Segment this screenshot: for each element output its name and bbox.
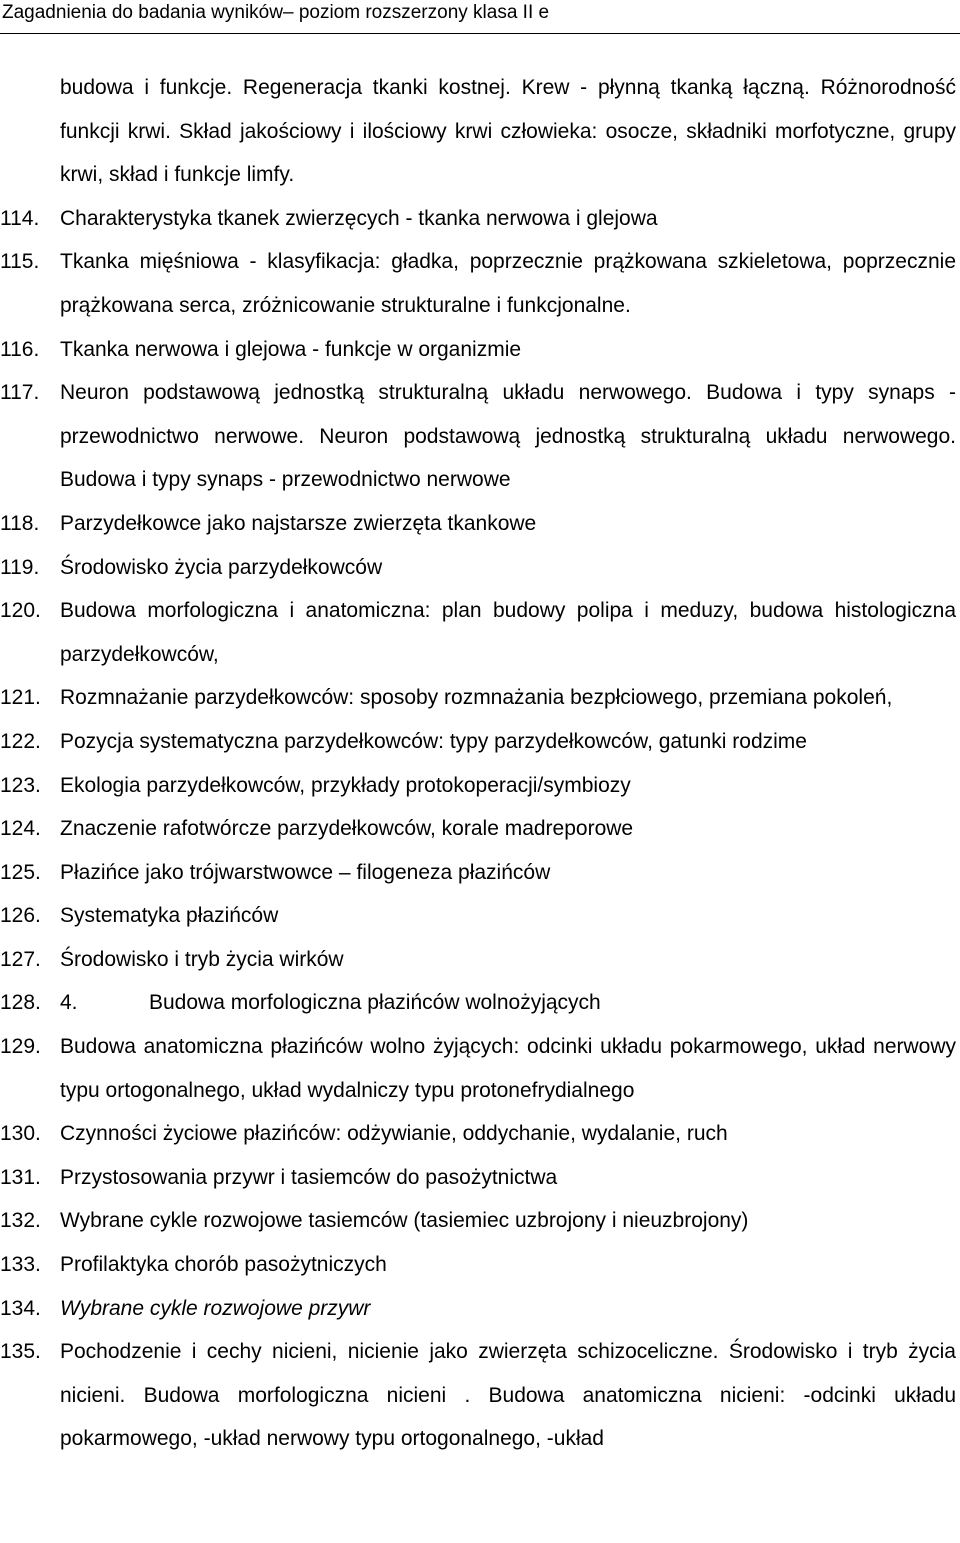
item-number: 121. [0, 686, 41, 710]
item-text: Wybrane cykle rozwojowe tasiemców (tasiemiec uzbrojony i nieuzbrojony) [60, 1209, 749, 1233]
item-text: Budowa morfologiczna i anatomiczna: plan budowy polipa i meduzy, budowa histologiczna parzydełkowców, [60, 599, 956, 666]
item-number: 117. [0, 381, 40, 405]
continuation-paragraph [0, 66, 960, 197]
list-item [0, 589, 960, 676]
item-number: 134. [0, 1296, 41, 1320]
item-number: 129. [0, 1035, 41, 1059]
list-item [0, 1025, 960, 1112]
page-header [0, 0, 960, 34]
continuation-text: budowa i funkcje. Regeneracja tkanki kostnej. Krew - płynną tkanką łączną. Różnorodność funkcji krwi. Skład jakościowy i ilościowy krwi człowieka: osocze, składniki morfotyczne, grupy krwi, skład i funkcje limfy. [60, 76, 956, 187]
item-text: Pochodzenie i cechy nicieni, nicienie jako zwierzęta schizoceliczne. Środowisko i tryb życia nicieni. Budowa morfologiczna nicieni . Budowa anatomiczna nicieni: -odcinki układu pokarmowego, -układ nerwowy typu ortogonalnego, -układ [60, 1340, 956, 1451]
list-item [0, 676, 960, 720]
list-item [0, 1330, 960, 1461]
item-text: Środowisko życia parzydełkowców [60, 555, 383, 579]
list-item [0, 1199, 960, 1243]
item-text: Tkanka mięśniowa - klasyfikacja: gładka, poprzecznie prążkowana szkieletowa, poprzecznie prążkowana serca, zróżnicowanie strukturalne i funkcjonalne. [60, 250, 956, 317]
item-number: 124. [0, 817, 41, 841]
list-item [0, 546, 960, 590]
list-item [0, 240, 960, 327]
topic-list [0, 197, 960, 1461]
list-item [0, 894, 960, 938]
item-number: 120. [0, 599, 41, 623]
list-item [0, 807, 960, 851]
document-body [0, 66, 960, 1461]
item-text: Płazińce jako trójwarstwowce – filogeneza płazińców [60, 860, 551, 884]
item-text: Przystosowania przywr i tasiemców do pasożytnictwa [60, 1165, 558, 1189]
item-text: Charakterystyka tkanek zwierzęcych - tkanka nerwowa i glejowa [60, 206, 658, 230]
item-text: Znaczenie rafotwórcze parzydełkowców, korale madreporowe [60, 817, 634, 841]
list-item [0, 720, 960, 764]
list-item [0, 938, 960, 982]
item-number: 132. [0, 1209, 41, 1233]
item-number: 115. [0, 250, 40, 274]
item-text: Parzydełkowce jako najstarsze zwierzęta tkankowe [60, 511, 537, 535]
item-number: 125. [0, 860, 41, 884]
item-number: 130. [0, 1122, 41, 1146]
item-text: Wybrane cykle rozwojowe przywr [60, 1296, 371, 1320]
item-number: 128. [0, 991, 41, 1015]
list-item [0, 764, 960, 808]
item-number: 131. [0, 1165, 41, 1189]
list-item [0, 1112, 960, 1156]
list-item [0, 197, 960, 241]
list-item [0, 328, 960, 372]
item-text: Tkanka nerwowa i glejowa - funkcje w organizmie [60, 337, 522, 361]
item-text: Środowisko i tryb życia wirków [60, 947, 344, 971]
list-item [0, 1243, 960, 1287]
item-text: Profilaktyka chorób pasożytniczych [60, 1253, 387, 1277]
list-item [0, 502, 960, 546]
item-text: Neuron podstawową jednostką strukturalną układu nerwowego. Budowa i typy synaps - przewodnictwo nerwowe. Neuron podstawową jednostką strukturalną układu nerwowego. Budowa i typy synaps - przewodnictwo nerwowe [60, 381, 956, 492]
item-number: 118. [0, 511, 40, 535]
item-text: Systematyka płazińców [60, 904, 279, 928]
item-text: Ekologia parzydełkowców, przykłady protokoperacji/symbiozy [60, 773, 631, 797]
item-number: 123. [0, 773, 41, 797]
list-item [0, 851, 960, 895]
list-item [0, 1287, 960, 1331]
item-text-content: Budowa morfologiczna płazińców wolnożyjących [149, 991, 601, 1015]
list-item [0, 981, 960, 1025]
item-number: 122. [0, 729, 41, 753]
item-number: 133. [0, 1253, 41, 1277]
item-text: Czynności życiowe płazińców: odżywianie, oddychanie, wydalanie, ruch [60, 1122, 728, 1146]
item-number: 119. [0, 555, 40, 579]
document-title: Zagadnienia do badania wyników– poziom rozszerzony klasa II e [2, 2, 550, 23]
item-text: Budowa anatomiczna płazińców wolno żyjących: odcinki układu pokarmowego, układ nerwowy typu ortogonalnego, układ wydalniczy typu protonefrydialnego [60, 1035, 956, 1102]
item-number: 114. [0, 206, 40, 230]
item-number: 135. [0, 1340, 41, 1364]
item-subnumber: 4. [60, 991, 78, 1015]
list-item [0, 1156, 960, 1200]
item-number: 116. [0, 337, 40, 361]
item-number: 126. [0, 904, 41, 928]
item-text: Rozmnażanie parzydełkowców: sposoby rozmnażania bezpłciowego, przemiana pokoleń, [60, 686, 893, 710]
item-text [60, 981, 956, 1025]
item-text: Pozycja systematyczna parzydełkowców: typy parzydełkowców, gatunki rodzime [60, 729, 807, 753]
item-number: 127. [0, 947, 41, 971]
list-item [0, 371, 960, 502]
